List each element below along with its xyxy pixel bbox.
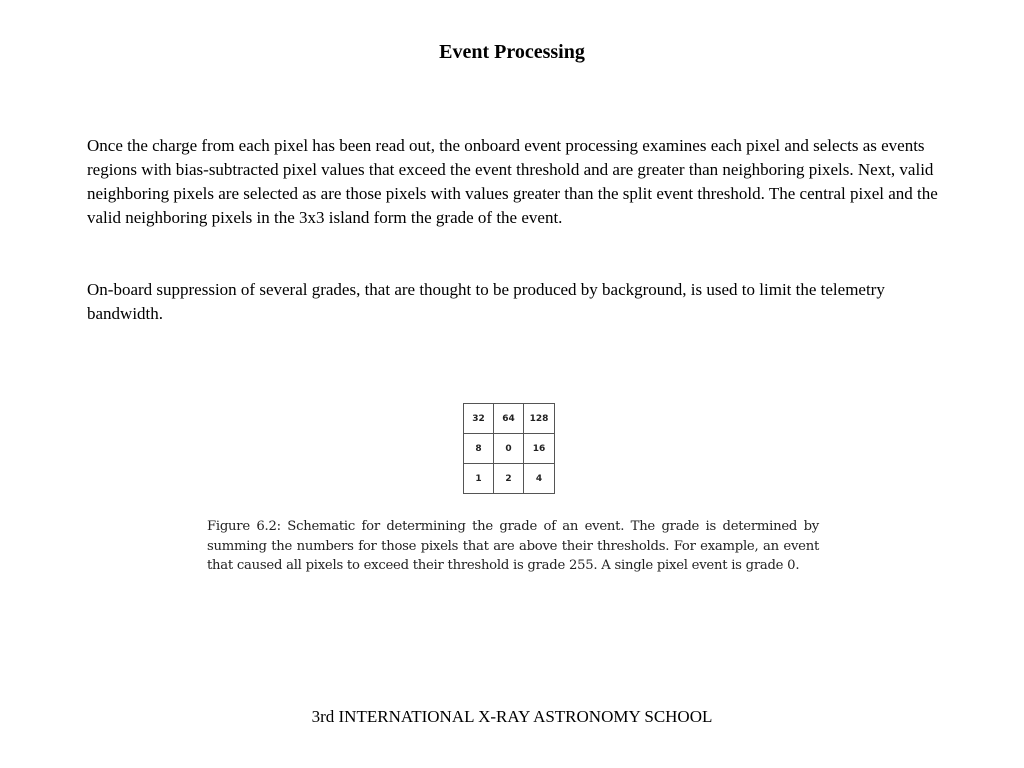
slide-title: Event Processing bbox=[439, 41, 585, 63]
grade-cell: 4 bbox=[524, 464, 555, 494]
grade-cell: 2 bbox=[494, 464, 524, 494]
grade-cell: 128 bbox=[524, 404, 555, 434]
grade-cell: 16 bbox=[524, 434, 555, 464]
grade-cell: 0 bbox=[494, 434, 524, 464]
grade-grid-row bbox=[464, 404, 555, 434]
grade-grid-row bbox=[464, 434, 555, 464]
grade-cell: 64 bbox=[494, 404, 524, 434]
grade-cell: 8 bbox=[464, 434, 494, 464]
grade-cell: 32 bbox=[464, 404, 494, 434]
grade-cell: 1 bbox=[464, 464, 494, 494]
grade-grid bbox=[463, 403, 555, 494]
paragraph-event-processing: Once the charge from each pixel has been read out, the onboard event processing examines each pixel and selects as events regions with bias-subtracted pixel values that exceed the event threshold and are greater than neighboring pixels. Next, valid neighboring pixels are selected as are those pixels with values greater than the split event threshold. The central pixel and the valid neighboring pixels in the 3x3 island form the grade of the event. bbox=[87, 136, 938, 227]
footer-text: 3rd INTERNATIONAL X-RAY ASTRONOMY SCHOOL bbox=[311, 707, 713, 726]
paragraph-onboard-suppression: On-board suppression of several grades, that are thought to be produced by background, is used to limit the telemetry bandwidth. bbox=[87, 280, 885, 323]
grade-grid-row bbox=[464, 464, 555, 494]
figure-caption: Figure 6.2: Schematic for determining the grade of an event. The grade is determined by summing the numbers for those pixels that are above their thresholds. For example, an event that caused all pixels to exceed their threshold is grade 255. A single pixel event is grade 0. bbox=[207, 519, 819, 573]
